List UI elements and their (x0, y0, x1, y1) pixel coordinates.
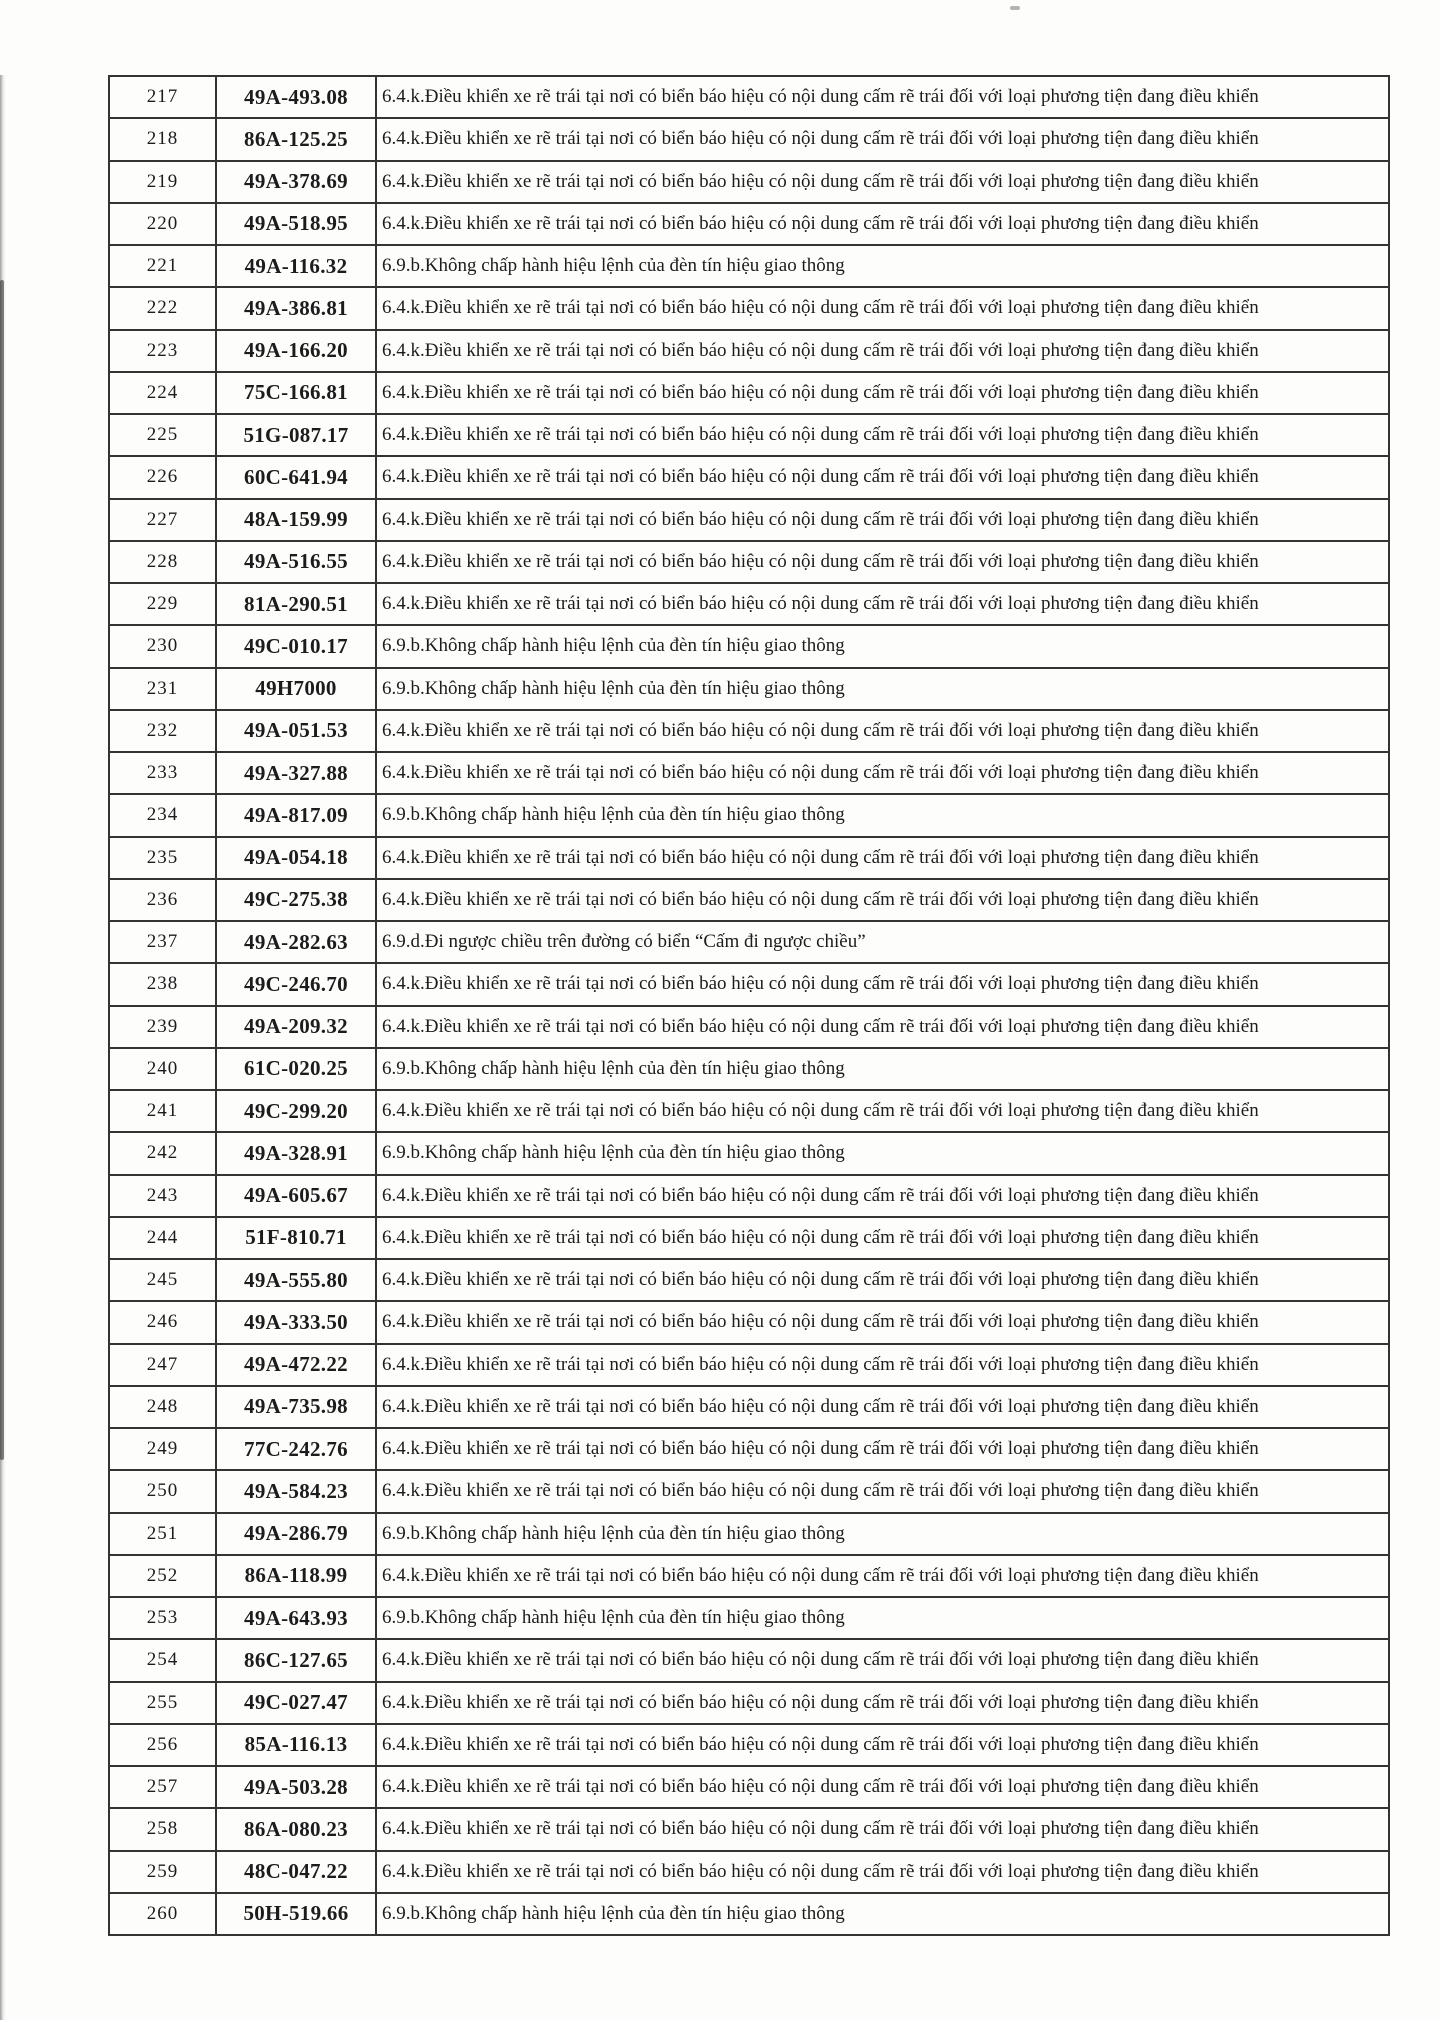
license-plate-cell: 86A-118.99 (216, 1555, 376, 1597)
license-plate-cell: 48A-159.99 (216, 499, 376, 541)
row-number-cell: 247 (109, 1344, 216, 1386)
table-row (109, 710, 1389, 752)
violation-description-cell: 6.4.k.Điều khiển xe rẽ trái tại nơi có biển báo hiệu có nội dung cấm rẽ trái đối với loại phương tiện đang điều khiển (376, 1344, 1389, 1386)
row-number-cell: 234 (109, 794, 216, 836)
violation-description-cell: 6.4.k.Điều khiển xe rẽ trái tại nơi có biển báo hiệu có nội dung cấm rẽ trái đối với loại phương tiện đang điều khiển (376, 1851, 1389, 1893)
table-row (109, 1132, 1389, 1174)
row-number-cell: 220 (109, 203, 216, 245)
violation-description-cell: 6.4.k.Điều khiển xe rẽ trái tại nơi có biển báo hiệu có nội dung cấm rẽ trái đối với loại phương tiện đang điều khiển (376, 372, 1389, 414)
license-plate-cell: 51F-810.71 (216, 1217, 376, 1259)
violation-description-cell: 6.4.k.Điều khiển xe rẽ trái tại nơi có biển báo hiệu có nội dung cấm rẽ trái đối với loại phương tiện đang điều khiển (376, 1808, 1389, 1850)
row-number-cell: 217 (109, 76, 216, 118)
row-number-cell: 256 (109, 1724, 216, 1766)
license-plate-cell: 49A-643.93 (216, 1597, 376, 1639)
violation-description-cell: 6.4.k.Điều khiển xe rẽ trái tại nơi có biển báo hiệu có nội dung cấm rẽ trái đối với loại phương tiện đang điều khiển (376, 330, 1389, 372)
table-row (109, 1555, 1389, 1597)
license-plate-cell: 49C-010.17 (216, 625, 376, 667)
table-row (109, 1344, 1389, 1386)
row-number-cell: 258 (109, 1808, 216, 1850)
row-number-cell: 260 (109, 1893, 216, 1935)
license-plate-cell: 85A-116.13 (216, 1724, 376, 1766)
table-row (109, 1851, 1389, 1893)
violation-description-cell: 6.4.k.Điều khiển xe rẽ trái tại nơi có biển báo hiệu có nội dung cấm rẽ trái đối với loại phương tiện đang điều khiển (376, 1428, 1389, 1470)
violation-description-cell: 6.4.k.Điều khiển xe rẽ trái tại nơi có biển báo hiệu có nội dung cấm rẽ trái đối với loại phương tiện đang điều khiển (376, 1175, 1389, 1217)
row-number-cell: 254 (109, 1639, 216, 1681)
license-plate-cell: 49H7000 (216, 668, 376, 710)
row-number-cell: 232 (109, 710, 216, 752)
license-plate-cell: 86A-080.23 (216, 1808, 376, 1850)
row-number-cell: 228 (109, 541, 216, 583)
violation-description-cell: 6.9.b.Không chấp hành hiệu lệnh của đèn tín hiệu giao thông (376, 245, 1389, 287)
license-plate-cell: 49C-027.47 (216, 1682, 376, 1724)
row-number-cell: 221 (109, 245, 216, 287)
row-number-cell: 224 (109, 372, 216, 414)
violation-description-cell: 6.4.k.Điều khiển xe rẽ trái tại nơi có biển báo hiệu có nội dung cấm rẽ trái đối với loại phương tiện đang điều khiển (376, 499, 1389, 541)
table-row (109, 1048, 1389, 1090)
violation-description-cell: 6.4.k.Điều khiển xe rẽ trái tại nơi có biển báo hiệu có nội dung cấm rẽ trái đối với loại phương tiện đang điều khiển (376, 1090, 1389, 1132)
license-plate-cell: 49A-286.79 (216, 1513, 376, 1555)
table-row (109, 1639, 1389, 1681)
table-row (109, 245, 1389, 287)
table-row (109, 668, 1389, 710)
violation-description-cell: 6.4.k.Điều khiển xe rẽ trái tại nơi có biển báo hiệu có nội dung cấm rẽ trái đối với loại phương tiện đang điều khiển (376, 879, 1389, 921)
violation-description-cell: 6.4.k.Điều khiển xe rẽ trái tại nơi có biển báo hiệu có nội dung cấm rẽ trái đối với loại phương tiện đang điều khiển (376, 837, 1389, 879)
license-plate-cell: 49A-333.50 (216, 1301, 376, 1343)
violation-description-cell: 6.4.k.Điều khiển xe rẽ trái tại nơi có biển báo hiệu có nội dung cấm rẽ trái đối với loại phương tiện đang điều khiển (376, 1386, 1389, 1428)
row-number-cell: 259 (109, 1851, 216, 1893)
row-number-cell: 236 (109, 879, 216, 921)
license-plate-cell: 49A-817.09 (216, 794, 376, 836)
license-plate-cell: 51G-087.17 (216, 414, 376, 456)
license-plate-cell: 49A-605.67 (216, 1175, 376, 1217)
license-plate-cell: 49A-584.23 (216, 1470, 376, 1512)
row-number-cell: 235 (109, 837, 216, 879)
license-plate-cell: 49A-209.32 (216, 1006, 376, 1048)
table-row (109, 1513, 1389, 1555)
violation-description-cell: 6.4.k.Điều khiển xe rẽ trái tại nơi có biển báo hiệu có nội dung cấm rẽ trái đối với loại phương tiện đang điều khiển (376, 287, 1389, 329)
row-number-cell: 225 (109, 414, 216, 456)
license-plate-cell: 50H-519.66 (216, 1893, 376, 1935)
table-row (109, 1893, 1389, 1935)
table-row (109, 752, 1389, 794)
table-row (109, 1386, 1389, 1428)
violation-description-cell: 6.9.b.Không chấp hành hiệu lệnh của đèn tín hiệu giao thông (376, 1893, 1389, 1935)
table-row (109, 794, 1389, 836)
license-plate-cell: 49A-493.08 (216, 76, 376, 118)
violation-description-cell: 6.9.b.Không chấp hành hiệu lệnh của đèn tín hiệu giao thông (376, 625, 1389, 667)
table-row (109, 1175, 1389, 1217)
row-number-cell: 229 (109, 583, 216, 625)
table-row (109, 1470, 1389, 1512)
table-row (109, 1724, 1389, 1766)
violation-description-cell: 6.9.d.Đi ngược chiều trên đường có biển “Cấm đi ngược chiều” (376, 921, 1389, 963)
table-row (109, 330, 1389, 372)
row-number-cell: 250 (109, 1470, 216, 1512)
violation-description-cell: 6.4.k.Điều khiển xe rẽ trái tại nơi có biển báo hiệu có nội dung cấm rẽ trái đối với loại phương tiện đang điều khiển (376, 161, 1389, 203)
violation-description-cell: 6.4.k.Điều khiển xe rẽ trái tại nơi có biển báo hiệu có nội dung cấm rẽ trái đối với loại phương tiện đang điều khiển (376, 203, 1389, 245)
row-number-cell: 230 (109, 625, 216, 667)
license-plate-cell: 77C-242.76 (216, 1428, 376, 1470)
row-number-cell: 237 (109, 921, 216, 963)
scan-speck-artifact (1010, 6, 1020, 10)
table-row (109, 76, 1389, 118)
license-plate-cell: 61C-020.25 (216, 1048, 376, 1090)
violation-description-cell: 6.4.k.Điều khiển xe rẽ trái tại nơi có biển báo hiệu có nội dung cấm rẽ trái đối với loại phương tiện đang điều khiển (376, 456, 1389, 498)
license-plate-cell: 49A-327.88 (216, 752, 376, 794)
table-row (109, 1766, 1389, 1808)
table-row (109, 1217, 1389, 1259)
license-plate-cell: 49A-516.55 (216, 541, 376, 583)
row-number-cell: 238 (109, 963, 216, 1005)
table-row (109, 499, 1389, 541)
table-row (109, 287, 1389, 329)
table-row (109, 963, 1389, 1005)
table-row (109, 414, 1389, 456)
license-plate-cell: 49A-518.95 (216, 203, 376, 245)
row-number-cell: 242 (109, 1132, 216, 1174)
table-row (109, 1259, 1389, 1301)
license-plate-cell: 86C-127.65 (216, 1639, 376, 1681)
violation-description-cell: 6.4.k.Điều khiển xe rẽ trái tại nơi có biển báo hiệu có nội dung cấm rẽ trái đối với loại phương tiện đang điều khiển (376, 541, 1389, 583)
table-row (109, 879, 1389, 921)
violation-description-cell: 6.4.k.Điều khiển xe rẽ trái tại nơi có biển báo hiệu có nội dung cấm rẽ trái đối với loại phương tiện đang điều khiển (376, 1470, 1389, 1512)
violation-description-cell: 6.9.b.Không chấp hành hiệu lệnh của đèn tín hiệu giao thông (376, 1513, 1389, 1555)
row-number-cell: 257 (109, 1766, 216, 1808)
violation-description-cell: 6.9.b.Không chấp hành hiệu lệnh của đèn tín hiệu giao thông (376, 1597, 1389, 1639)
violation-description-cell: 6.4.k.Điều khiển xe rẽ trái tại nơi có biển báo hiệu có nội dung cấm rẽ trái đối với loại phương tiện đang điều khiển (376, 414, 1389, 456)
license-plate-cell: 49A-328.91 (216, 1132, 376, 1174)
license-plate-cell: 49A-386.81 (216, 287, 376, 329)
row-number-cell: 227 (109, 499, 216, 541)
license-plate-cell: 49A-555.80 (216, 1259, 376, 1301)
row-number-cell: 253 (109, 1597, 216, 1639)
violation-description-cell: 6.4.k.Điều khiển xe rẽ trái tại nơi có biển báo hiệu có nội dung cấm rẽ trái đối với loại phương tiện đang điều khiển (376, 118, 1389, 160)
license-plate-cell: 49A-282.63 (216, 921, 376, 963)
table-row (109, 118, 1389, 160)
table-row (109, 837, 1389, 879)
license-plate-cell: 49A-116.32 (216, 245, 376, 287)
license-plate-cell: 49A-166.20 (216, 330, 376, 372)
row-number-cell: 222 (109, 287, 216, 329)
license-plate-cell: 49A-051.53 (216, 710, 376, 752)
row-number-cell: 219 (109, 161, 216, 203)
table-row (109, 1597, 1389, 1639)
violation-description-cell: 6.9.b.Không chấp hành hiệu lệnh của đèn tín hiệu giao thông (376, 1048, 1389, 1090)
table-row (109, 1301, 1389, 1343)
table-row (109, 456, 1389, 498)
violation-description-cell: 6.4.k.Điều khiển xe rẽ trái tại nơi có biển báo hiệu có nội dung cấm rẽ trái đối với loại phương tiện đang điều khiển (376, 1555, 1389, 1597)
row-number-cell: 248 (109, 1386, 216, 1428)
violation-description-cell: 6.4.k.Điều khiển xe rẽ trái tại nơi có biển báo hiệu có nội dung cấm rẽ trái đối với loại phương tiện đang điều khiển (376, 1724, 1389, 1766)
row-number-cell: 218 (109, 118, 216, 160)
row-number-cell: 243 (109, 1175, 216, 1217)
violation-description-cell: 6.4.k.Điều khiển xe rẽ trái tại nơi có biển báo hiệu có nội dung cấm rẽ trái đối với loại phương tiện đang điều khiển (376, 1301, 1389, 1343)
table-row (109, 1808, 1389, 1850)
violation-description-cell: 6.4.k.Điều khiển xe rẽ trái tại nơi có biển báo hiệu có nội dung cấm rẽ trái đối với loại phương tiện đang điều khiển (376, 963, 1389, 1005)
violation-description-cell: 6.4.k.Điều khiển xe rẽ trái tại nơi có biển báo hiệu có nội dung cấm rẽ trái đối với loại phương tiện đang điều khiển (376, 1217, 1389, 1259)
license-plate-cell: 49C-246.70 (216, 963, 376, 1005)
license-plate-cell: 49A-378.69 (216, 161, 376, 203)
license-plate-cell: 86A-125.25 (216, 118, 376, 160)
violations-table-body (109, 76, 1389, 1935)
violation-description-cell: 6.4.k.Điều khiển xe rẽ trái tại nơi có biển báo hiệu có nội dung cấm rẽ trái đối với loại phương tiện đang điều khiển (376, 1006, 1389, 1048)
row-number-cell: 233 (109, 752, 216, 794)
row-number-cell: 246 (109, 1301, 216, 1343)
row-number-cell: 244 (109, 1217, 216, 1259)
table-row (109, 625, 1389, 667)
table-row (109, 1006, 1389, 1048)
violation-description-cell: 6.9.b.Không chấp hành hiệu lệnh của đèn tín hiệu giao thông (376, 668, 1389, 710)
table-row (109, 1428, 1389, 1470)
violation-description-cell: 6.9.b.Không chấp hành hiệu lệnh của đèn tín hiệu giao thông (376, 1132, 1389, 1174)
row-number-cell: 241 (109, 1090, 216, 1132)
license-plate-cell: 81A-290.51 (216, 583, 376, 625)
license-plate-cell: 49C-299.20 (216, 1090, 376, 1132)
violation-description-cell: 6.4.k.Điều khiển xe rẽ trái tại nơi có biển báo hiệu có nội dung cấm rẽ trái đối với loại phương tiện đang điều khiển (376, 1639, 1389, 1681)
row-number-cell: 240 (109, 1048, 216, 1090)
table-row (109, 1090, 1389, 1132)
license-plate-cell: 49A-503.28 (216, 1766, 376, 1808)
license-plate-cell: 48C-047.22 (216, 1851, 376, 1893)
table-row (109, 161, 1389, 203)
row-number-cell: 249 (109, 1428, 216, 1470)
violation-description-cell: 6.4.k.Điều khiển xe rẽ trái tại nơi có biển báo hiệu có nội dung cấm rẽ trái đối với loại phương tiện đang điều khiển (376, 1682, 1389, 1724)
row-number-cell: 245 (109, 1259, 216, 1301)
violation-description-cell: 6.4.k.Điều khiển xe rẽ trái tại nơi có biển báo hiệu có nội dung cấm rẽ trái đối với loại phương tiện đang điều khiển (376, 1259, 1389, 1301)
violation-description-cell: 6.9.b.Không chấp hành hiệu lệnh của đèn tín hiệu giao thông (376, 794, 1389, 836)
table-row (109, 921, 1389, 963)
scan-edge-artifact (0, 280, 4, 1460)
violation-description-cell: 6.4.k.Điều khiển xe rẽ trái tại nơi có biển báo hiệu có nội dung cấm rẽ trái đối với loại phương tiện đang điều khiển (376, 583, 1389, 625)
violation-description-cell: 6.4.k.Điều khiển xe rẽ trái tại nơi có biển báo hiệu có nội dung cấm rẽ trái đối với loại phương tiện đang điều khiển (376, 76, 1389, 118)
license-plate-cell: 49A-472.22 (216, 1344, 376, 1386)
row-number-cell: 239 (109, 1006, 216, 1048)
row-number-cell: 252 (109, 1555, 216, 1597)
violation-description-cell: 6.4.k.Điều khiển xe rẽ trái tại nơi có biển báo hiệu có nội dung cấm rẽ trái đối với loại phương tiện đang điều khiển (376, 752, 1389, 794)
license-plate-cell: 49C-275.38 (216, 879, 376, 921)
license-plate-cell: 60C-641.94 (216, 456, 376, 498)
table-row (109, 372, 1389, 414)
row-number-cell: 223 (109, 330, 216, 372)
row-number-cell: 251 (109, 1513, 216, 1555)
table-row (109, 1682, 1389, 1724)
row-number-cell: 226 (109, 456, 216, 498)
table-row (109, 203, 1389, 245)
row-number-cell: 255 (109, 1682, 216, 1724)
license-plate-cell: 49A-735.98 (216, 1386, 376, 1428)
violation-description-cell: 6.4.k.Điều khiển xe rẽ trái tại nơi có biển báo hiệu có nội dung cấm rẽ trái đối với loại phương tiện đang điều khiển (376, 710, 1389, 752)
violation-description-cell: 6.4.k.Điều khiển xe rẽ trái tại nơi có biển báo hiệu có nội dung cấm rẽ trái đối với loại phương tiện đang điều khiển (376, 1766, 1389, 1808)
table-row (109, 583, 1389, 625)
traffic-violations-table (108, 75, 1390, 1936)
row-number-cell: 231 (109, 668, 216, 710)
license-plate-cell: 75C-166.81 (216, 372, 376, 414)
table-row (109, 541, 1389, 583)
license-plate-cell: 49A-054.18 (216, 837, 376, 879)
